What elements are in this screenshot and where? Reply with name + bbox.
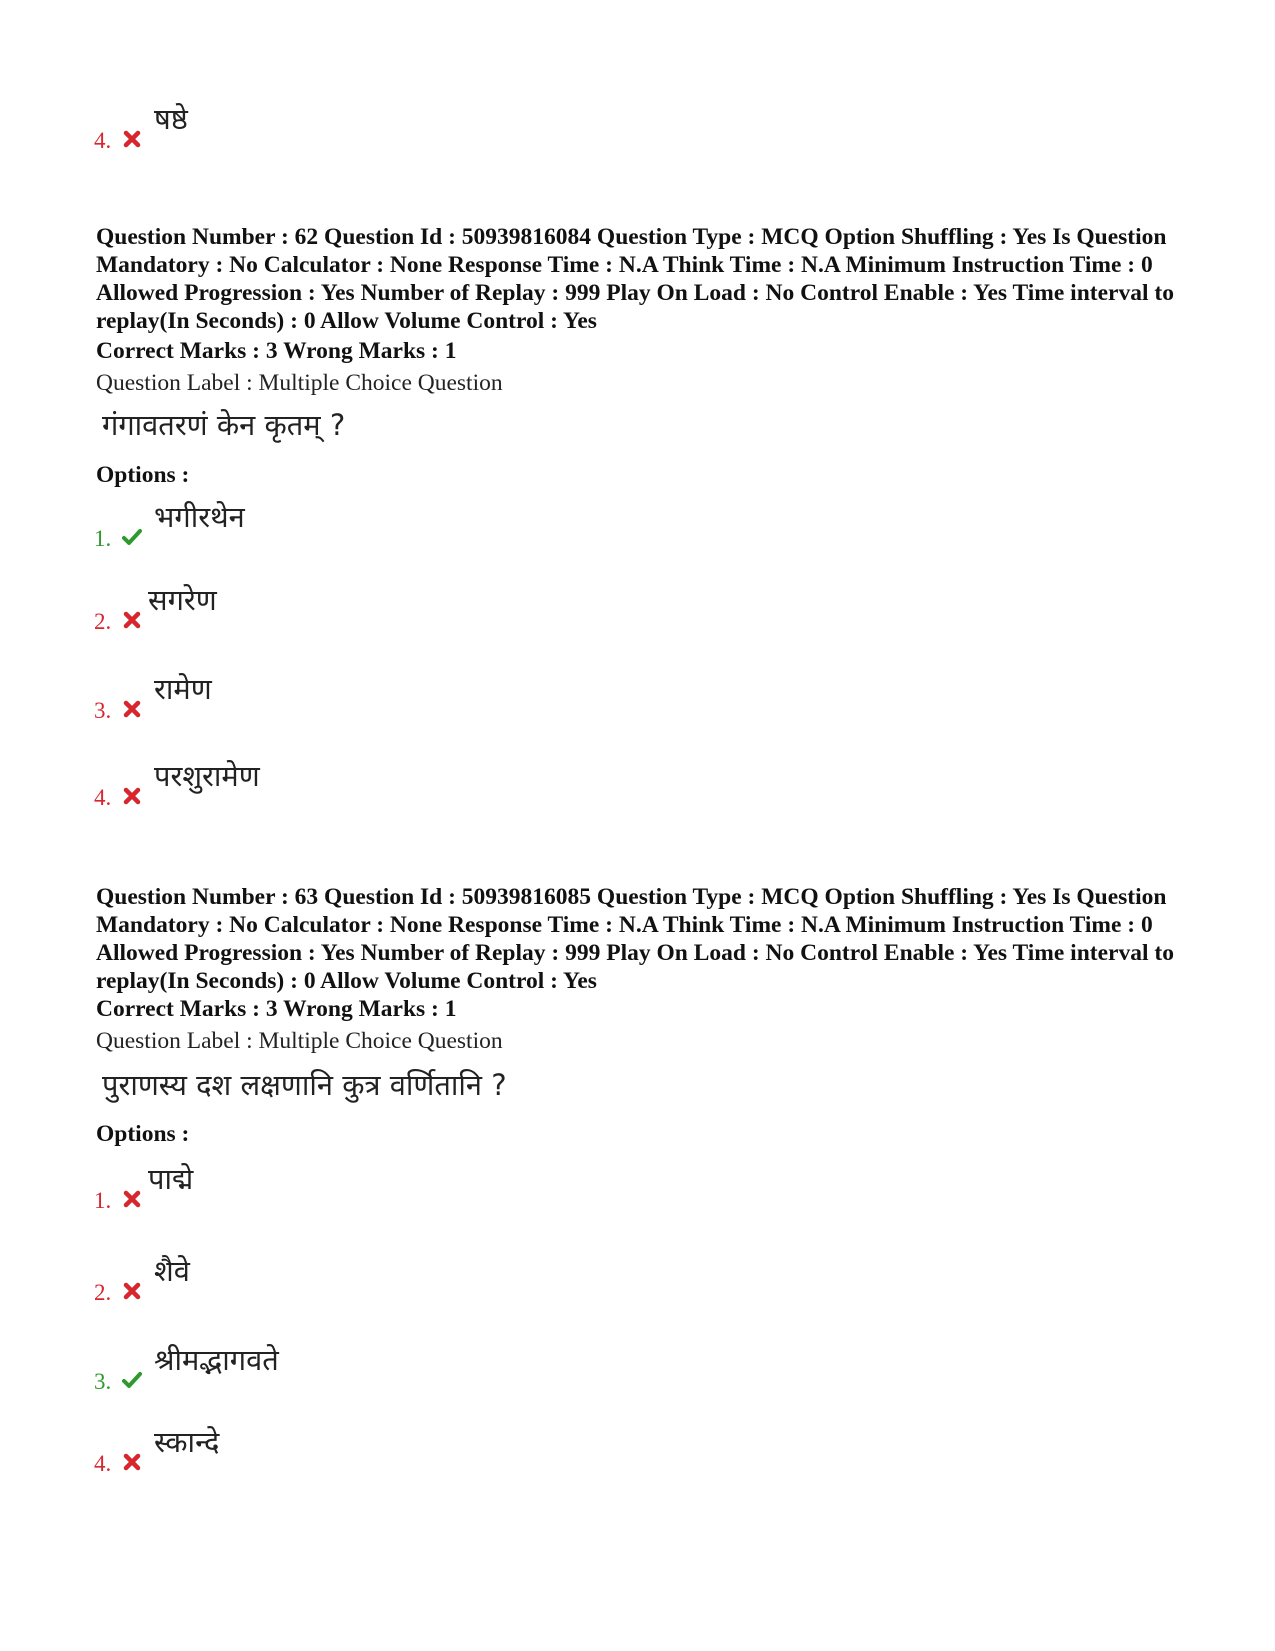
option-text: स्कान्दे	[154, 1425, 220, 1459]
option-text: रामेण	[154, 672, 212, 706]
question-label: Question Label : Multiple Choice Question	[96, 370, 503, 396]
option-text: श्रीमद्भागवते	[154, 1343, 279, 1377]
option-number: 2.	[94, 609, 112, 634]
cross-icon	[122, 611, 142, 629]
option-number: 4.	[94, 785, 112, 810]
option-number: 3.	[94, 1369, 112, 1394]
cross-icon	[122, 130, 142, 148]
option-text: पाद्मे	[148, 1162, 194, 1196]
question-marks: Correct Marks : 3 Wrong Marks : 1	[96, 338, 457, 364]
option-number: 2.	[94, 1280, 112, 1305]
option-number: 1.	[94, 1188, 112, 1213]
options-heading: Options :	[96, 462, 190, 488]
question-label: Question Label : Multiple Choice Question	[96, 1028, 503, 1054]
option-text: सगरेण	[148, 583, 217, 617]
option-number: 4.	[94, 128, 112, 153]
option-number: 1.	[94, 526, 112, 551]
cross-icon	[122, 787, 142, 805]
check-icon	[122, 1371, 142, 1389]
question-meta: Question Number : 63 Question Id : 50939816085 Question Type : MCQ Option Shuffling : Yes Is Question Mandatory : No Calculator : None Response Time : N.A Think Time : N.A Minimum Instruction Time : 0 Allowed Progression : Yes Number of Replay : 999 Play On Load : No Control Enable : Yes Time interval to replay(In Seconds) : 0 Allow Volume Control : Yes	[96, 884, 1174, 994]
cross-icon	[122, 1190, 142, 1208]
option-text: भगीरथेन	[154, 500, 245, 534]
question-text: पुराणस्य दश लक्षणानि कुत्र वर्णितानि ?	[102, 1068, 507, 1102]
option-number: 3.	[94, 698, 112, 723]
question-text: गंगावतरणं केन कृतम् ?	[102, 408, 346, 442]
check-icon	[122, 528, 142, 546]
cross-icon	[122, 1282, 142, 1300]
options-heading: Options :	[96, 1121, 190, 1147]
option-text: शैवे	[154, 1254, 190, 1288]
cross-icon	[122, 1453, 142, 1471]
question-meta: Question Number : 62 Question Id : 50939816084 Question Type : MCQ Option Shuffling : Yes Is Question Mandatory : No Calculator : None Response Time : N.A Think Time : N.A Minimum Instruction Time : 0 Allowed Progression : Yes Number of Replay : 999 Play On Load : No Control Enable : Yes Time interval to replay(In Seconds) : 0 Allow Volume Control : Yes	[96, 224, 1174, 334]
option-text: षष्ठे	[154, 102, 188, 136]
question-marks: Correct Marks : 3 Wrong Marks : 1	[96, 996, 457, 1022]
option-number: 4.	[94, 1451, 112, 1476]
option-text: परशुरामेण	[154, 759, 260, 793]
cross-icon	[122, 700, 142, 718]
